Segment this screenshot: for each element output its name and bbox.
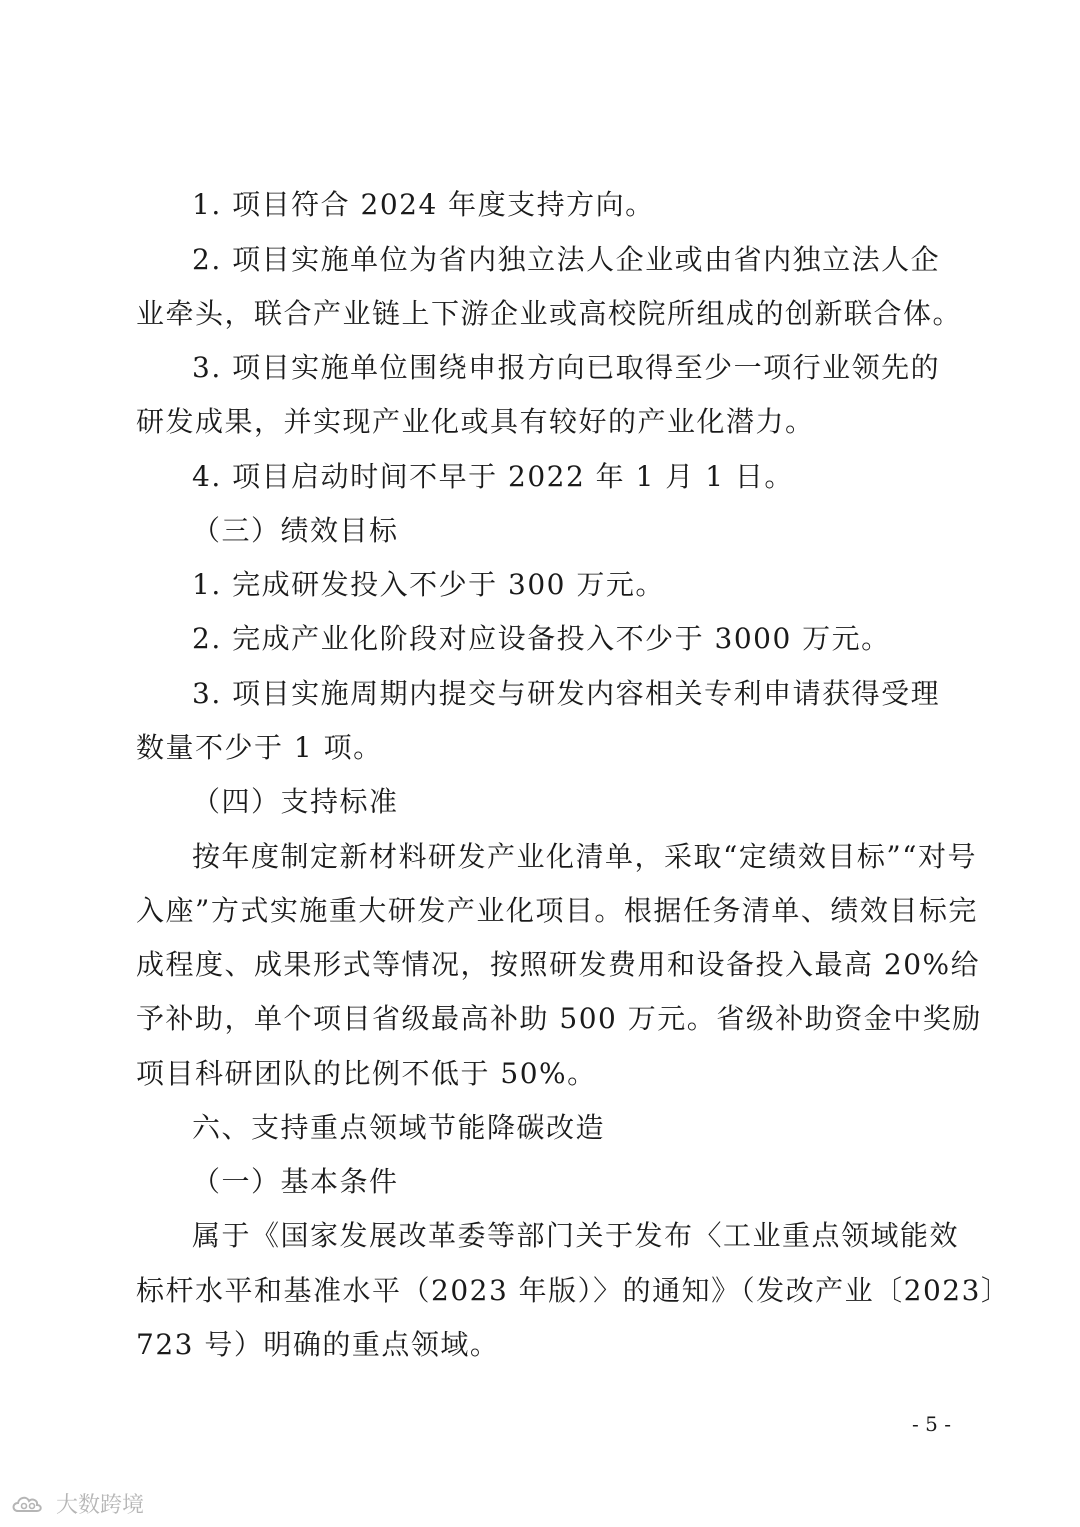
chapter-heading: 六、支持重点领域节能降碳改造 bbox=[192, 1111, 606, 1144]
paragraph-line: 4. 项目启动时间不早于 2022 年 1 月 1 日。 bbox=[192, 460, 794, 493]
paragraph-line: 3. 项目实施周期内提交与研发内容相关专利申请获得受理 bbox=[192, 677, 941, 710]
paragraph-line: 2. 完成产业化阶段对应设备投入不少于 3000 万元。 bbox=[192, 622, 891, 655]
paragraph-line: 研发成果，并实现产业化或具有较好的产业化潜力。 bbox=[136, 405, 815, 438]
paragraph-line: 业牵头，联合产业链上下游企业或高校院所组成的创新联合体。 bbox=[136, 297, 963, 330]
paragraph-line: 1. 项目符合 2024 年度支持方向。 bbox=[192, 188, 655, 221]
cloud-logo-icon bbox=[10, 1491, 50, 1517]
paragraph-line: 数量不少于 1 项。 bbox=[136, 731, 383, 764]
section-heading: （一）基本条件 bbox=[192, 1165, 399, 1198]
paragraph-line: 标杆水平和基准水平（2023 年版）〉的通知》（发改产业〔2023〕 bbox=[136, 1274, 1011, 1307]
paragraph-line: 属于《国家发展改革委等部门关于发布〈工业重点领域能效 bbox=[192, 1219, 960, 1252]
watermark bbox=[10, 1488, 144, 1519]
watermark-text: 大数跨境 bbox=[56, 1493, 145, 1518]
paragraph-line: 入座”方式实施重大研发产业化项目。根据任务清单、绩效目标完 bbox=[136, 894, 978, 927]
paragraph-line: 项目科研团队的比例不低于 50%。 bbox=[136, 1057, 597, 1090]
page-number: - 5 - bbox=[912, 1412, 951, 1436]
paragraph-line: 723 号）明确的重点领域。 bbox=[136, 1328, 500, 1361]
paragraph-line: 予补助，单个项目省级最高补助 500 万元。省级补助资金中奖励 bbox=[136, 1002, 982, 1035]
section-heading: （四）支持标准 bbox=[192, 785, 399, 818]
paragraph-line: 按年度制定新材料研发产业化清单，采取“定绩效目标”“对号 bbox=[192, 840, 977, 873]
paragraph-line: 成程度、成果形式等情况，按照研发费用和设备投入最高 20%给 bbox=[136, 948, 981, 981]
paragraph-line: 1. 完成研发投入不少于 300 万元。 bbox=[192, 568, 665, 601]
paragraph-line: 3. 项目实施单位围绕申报方向已取得至少一项行业领先的 bbox=[192, 351, 941, 384]
paragraph-line: 2. 项目实施单位为省内独立法人企业或由省内独立法人企 bbox=[192, 243, 941, 276]
section-heading: （三）绩效目标 bbox=[192, 514, 399, 547]
